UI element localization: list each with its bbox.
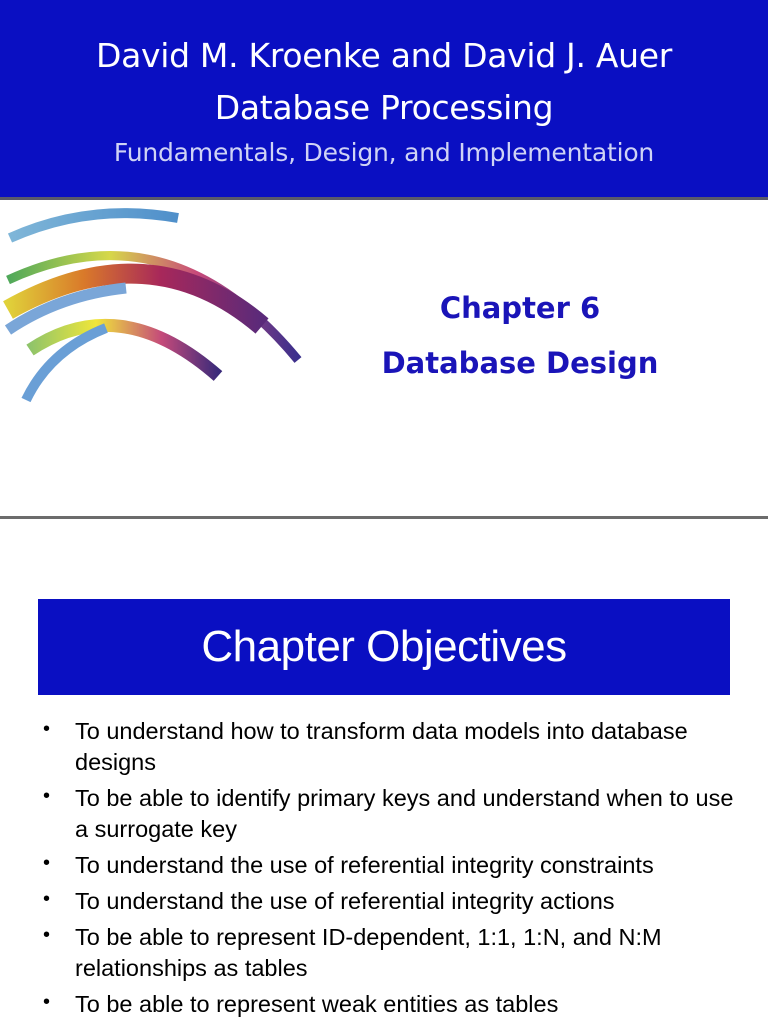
objectives-list [40, 716, 740, 1024]
arc-3 [8, 274, 262, 326]
book-subtitle: Fundamentals, Design, and Implementation [113, 138, 655, 167]
list-item-text: To understand the use of referential integrity actions [75, 888, 615, 914]
list-item [40, 783, 740, 845]
list-item-text: To understand the use of referential integrity constraints [75, 852, 654, 878]
bullet-icon: • [43, 924, 51, 946]
arc-1 [10, 213, 178, 238]
list-item [40, 716, 740, 778]
book-title: Database Processing [214, 88, 554, 127]
chapter-number: Chapter 6 [439, 291, 601, 325]
slide-divider [0, 516, 768, 519]
bullet-icon: • [43, 718, 51, 740]
authors: David M. Kroenke and David J. Auer [95, 36, 673, 75]
list-item-text: To be able to represent ID-dependent, 1:1, 1:N, and N:M relationships as tables [75, 924, 662, 981]
list-item-text: To understand how to transform data models into database designs [75, 718, 688, 775]
title-banner [0, 0, 768, 197]
chapter-title: Database Design [381, 346, 659, 380]
list-item [40, 886, 740, 917]
list-item [40, 850, 740, 881]
rainbow-arcs-logo [0, 200, 310, 410]
list-item [40, 989, 740, 1020]
list-item-text: To be able to represent weak entities as tables [75, 991, 559, 1017]
bullet-icon: • [43, 991, 51, 1013]
bullet-icon: • [43, 888, 51, 910]
list-item-text: To be able to identify primary keys and understand when to use a surrogate key [75, 785, 734, 842]
bullet-icon: • [43, 852, 51, 874]
bullet-icon: • [43, 785, 51, 807]
objectives-heading: Chapter Objectives [38, 599, 730, 695]
list-item [40, 922, 740, 984]
